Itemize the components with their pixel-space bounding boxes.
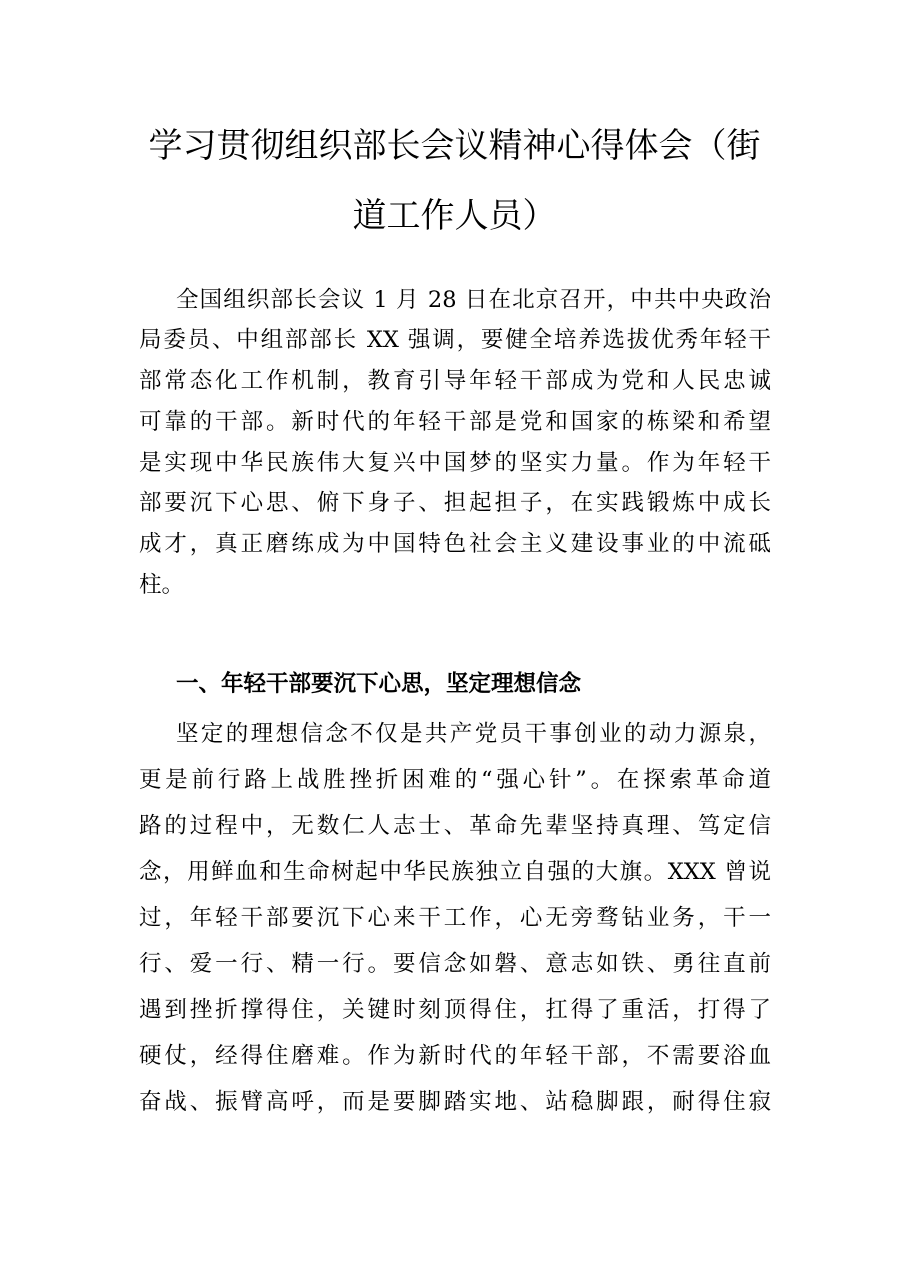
document-title-line-1: 学习贯彻组织部长会议精神心得体会（街 [148, 126, 761, 166]
paragraph-line: 全国组织部长会议 1 月 28 日在北京召开，中共中央政治 [176, 287, 771, 313]
paragraph-line: 硬仗，经得住磨难。作为新时代的年轻干部，不需要浴血 [139, 1043, 771, 1069]
paragraph-line: 念，用鲜血和生命树起中华民族独立自强的大旗。XXX 曾说 [139, 859, 771, 885]
paragraph-line: 过，年轻干部要沉下心来干工作，心无旁骛钻业务，干一 [139, 905, 771, 931]
paragraph-line: 路的过程中，无数仁人志士、革命先辈坚持真理、笃定信 [139, 813, 771, 839]
paragraph-line: 行、爱一行、精一行。要信念如磐、意志如铁、勇往直前 [139, 951, 771, 977]
paragraph-line: 部要沉下心思、俯下身子、担起担子，在实践锻炼中成长 [139, 490, 771, 516]
paragraph-line: 奋战、振臂高呼，而是要脚踏实地、站稳脚跟，耐得住寂 [139, 1089, 771, 1115]
paragraph-line: 柱。 [139, 572, 185, 598]
paragraph-line: 更是前行路上战胜挫折困难的“强心针”。在探索革命道 [139, 767, 771, 793]
paragraph-line: 可靠的干部。新时代的年轻干部是党和国家的栋梁和希望 [139, 409, 771, 435]
paragraph-line: 坚定的理想信念不仅是共产党员干事创业的动力源泉， [176, 721, 771, 747]
document-title-line-2: 道工作人员） [352, 196, 557, 236]
paragraph-line: 遇到挫折撑得住，关键时刻顶得住，扛得了重活，打得了 [139, 997, 771, 1023]
section-heading-1: 一、年轻干部要沉下心思，坚定理想信念 [176, 671, 582, 697]
paragraph-line: 成才，真正磨练成为中国特色社会主义建设事业的中流砥 [139, 531, 771, 557]
paragraph-line: 是实现中华民族伟大复兴中国梦的坚实力量。作为年轻干 [139, 450, 771, 476]
paragraph-line: 局委员、中组部部长 XX 强调，要健全培养选拔优秀年轻干 [139, 327, 771, 353]
paragraph-line: 部常态化工作机制，教育引导年轻干部成为党和人民忠诚 [139, 368, 771, 394]
